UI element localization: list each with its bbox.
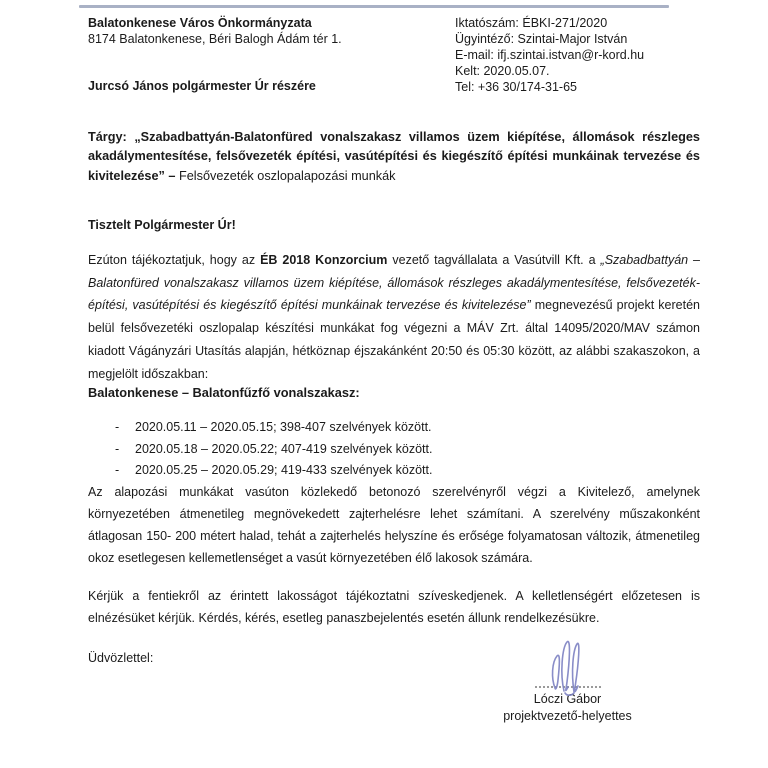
subject-paragraph bbox=[88, 128, 700, 186]
schedule-item-text: 2020.05.11 – 2020.05.15; 398-407 szelvények között. bbox=[135, 420, 432, 434]
paragraph-noise-info: Az alapozási munkákat vasúton közlekedő betonozó szerelvényről végzi a Kivitelező, amelynek környezetében átmenetileg megnövekedett zajterhelésre lehet számítani. A szerelvény műszakonként átlagosan 150- 200 métert halad, tehát a zajterhelés helyszíne és erősége folyamatosan változik, átmenetileg okoz esetlegesen kellemetlenséget a vasút környezetében élő lakosok számára. bbox=[88, 485, 700, 565]
meta-phone: Tel: +36 30/174-31-65 bbox=[455, 80, 577, 94]
signature-block bbox=[495, 636, 640, 725]
p1-consortium-name: ÉB 2018 Konzorcium bbox=[260, 253, 388, 267]
recipient-line: Jurcsó János polgármester Úr részére bbox=[88, 79, 316, 93]
sender-address: 8174 Balatonkenese, Béri Balogh Ádám tér 1. bbox=[88, 32, 342, 46]
meta-date: Kelt: 2020.05.07. bbox=[455, 64, 550, 78]
schedule-item bbox=[88, 439, 700, 461]
top-rule bbox=[79, 5, 669, 8]
schedule-list bbox=[88, 417, 700, 482]
bullet-dash: - bbox=[115, 441, 120, 456]
salutation: Tisztelt Polgármester Úr! bbox=[88, 218, 236, 232]
p1-text-end: megnevezésű projekt keretén belül felsővezetéki oszlopalap készítési munkákat fog végezni a MÁV Zrt. által 14095/2020/MAV számon kiadott Vágányzári Utasítás alapján, hétköznap éjszakánként 20:50 és 05:30 között, az alábbi szakaszokon, a megjelölt időszakban: bbox=[88, 298, 700, 381]
letter-header bbox=[88, 15, 700, 94]
sender-name: Balatonkenese Város Önkormányzata bbox=[88, 16, 312, 30]
subject-bold-text: Tárgy: „Szabadbattyán-Balatonfüred vonalszakasz villamos üzem kiépítése, állomások részleges akadálymentesítése, felsővezeték építési, vasútépítési és kiegészítő építési munkáinak tervezése és kivitelezése” – bbox=[88, 130, 700, 183]
schedule-item-text: 2020.05.18 – 2020.05.22; 407-419 szelvények között. bbox=[135, 441, 433, 456]
letter-meta-block bbox=[455, 15, 644, 95]
paragraph-project-info bbox=[88, 249, 700, 385]
paragraph-apology: Kérjük a fentiekről az érintett lakosságot tájékoztatni szíveskedjenek. A kelletlenségért előzetesen is elnézésüket kérjük. Kérdés, kérés, esetleg panaszbejelentés esetén állunk rendelkezésükre. bbox=[88, 589, 700, 625]
bullet-dash: - bbox=[115, 463, 120, 477]
meta-administrator: Ügyintéző: Szintai-Major István bbox=[455, 32, 628, 46]
valediction: Üdvözlettel: bbox=[88, 651, 154, 665]
section-heading: Balatonkenese – Balatonfűzfő vonalszakasz: bbox=[88, 385, 360, 400]
meta-email: E-mail: ifj.szintai.istvan@r-kord.hu bbox=[455, 48, 645, 62]
handwritten-signature-icon bbox=[541, 636, 595, 698]
schedule-item-text: 2020.05.25 – 2020.05.29; 419-433 szelvények között. bbox=[135, 463, 433, 477]
subject-regular-text: Felsővezeték oszlopalapozási munkák bbox=[175, 168, 396, 183]
schedule-item bbox=[88, 460, 700, 482]
p1-project-title: „Szabadbattyán – Balatonfüred vonalszakasz villamos üzem kiépítése, állomások részleges akadálymentesítése, felsővezeték-építési, vasútépítési és kiegészítő építési munkáinak tervezése és kivitelezése” bbox=[88, 253, 701, 313]
bullet-dash: - bbox=[115, 420, 120, 434]
meta-registration-number: Iktatószám: ÉBKI-271/2020 bbox=[455, 16, 608, 30]
p1-text-start: Ezúton tájékoztatjuk, hogy az bbox=[88, 253, 261, 267]
signer-name: Lóczi Gábor bbox=[533, 692, 602, 706]
signer-title: projektvezető-helyettes bbox=[503, 709, 632, 723]
schedule-item bbox=[88, 417, 700, 439]
p1-text-mid: vezető tagvállalata a Vasútvill Kft. a bbox=[387, 253, 601, 267]
